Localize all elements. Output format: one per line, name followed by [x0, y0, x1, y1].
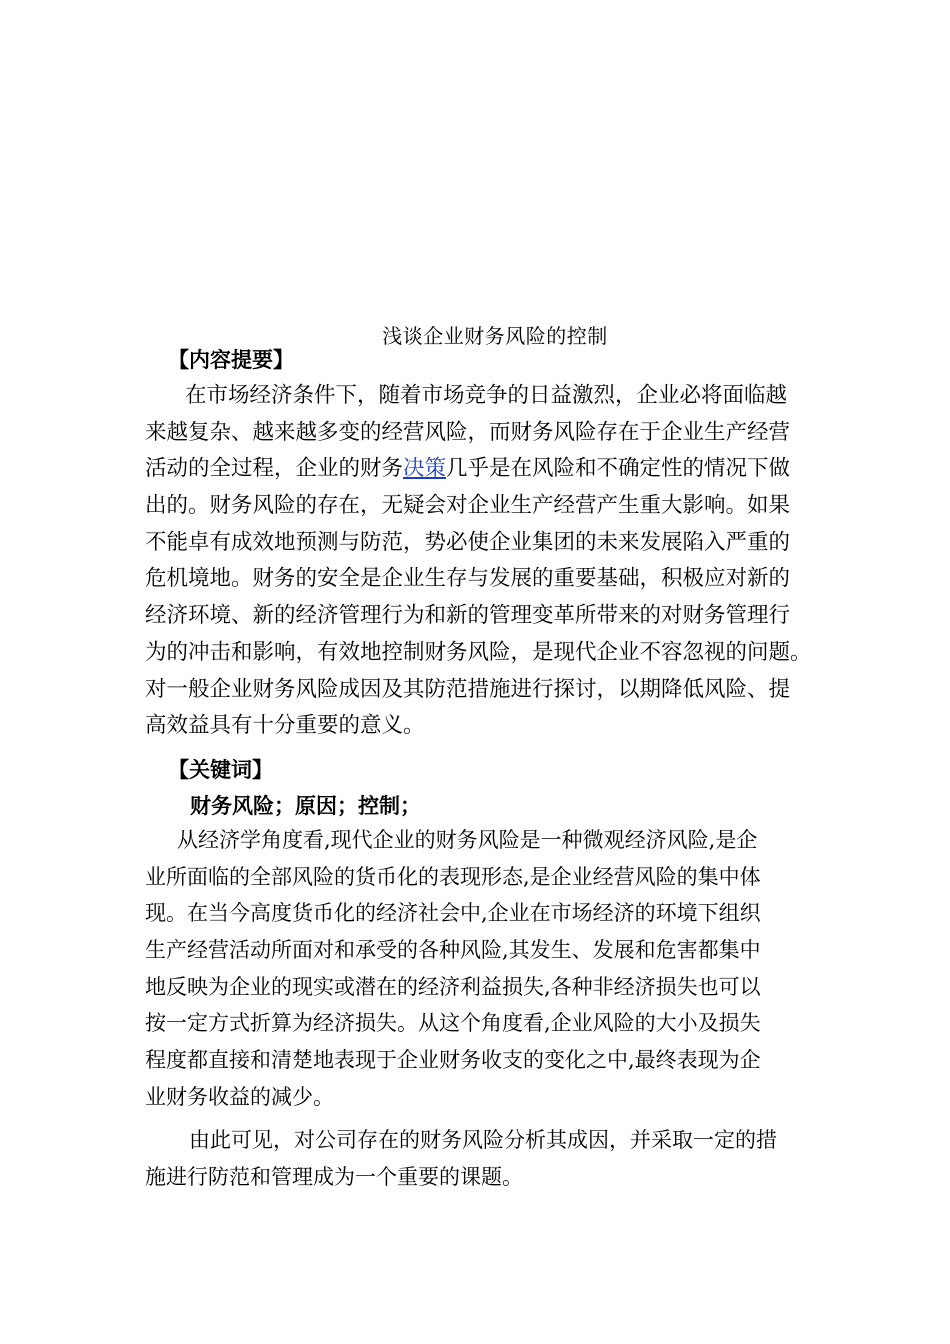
text-line: 现。在当今高度货币化的经济社会中,企业在市场经济的环境下组织	[145, 901, 761, 926]
text-line: 业财务收益的减少。	[145, 1084, 334, 1109]
text-line: 不能卓有成效地预测与防范，势必使企业集团的未来发展陷入严重的	[145, 529, 791, 555]
text-segment: 活动的全过程，企业的财务	[145, 456, 404, 482]
text-line: 经济环境、新的经济管理行为和新的管理变革所带来的对财务管理行	[145, 603, 791, 629]
text-line: 危机境地。财务的安全是企业生存与发展的重要基础，积极应对新的	[145, 566, 791, 592]
abstract-paragraph	[145, 378, 825, 745]
text-line: 在市场经济条件下，随着市场竞争的日益激烈，企业必将面临越	[185, 383, 788, 408]
text-line: 地反映为企业的现实或潜在的经济利益损失,各种非经济损失也可以	[145, 974, 761, 999]
document-title: 浅谈企业财务风险的控制	[382, 324, 608, 348]
text-line: 由此可见，对公司存在的财务风险分析其成因，并采取一定的措	[189, 1128, 777, 1152]
decision-link[interactable]: 决策	[403, 456, 447, 482]
text-line: 程度都直接和清楚地表现于企业财务收支的变化之中,最终表现为企	[145, 1048, 761, 1073]
text-line: 施进行防范和管理成为一个重要的课题。	[145, 1164, 523, 1189]
conclusion-paragraph	[145, 1122, 825, 1195]
body-paragraph	[145, 822, 825, 1116]
text-line	[145, 451, 825, 488]
text-line: 出的。财务风险的存在，无疑会对企业生产经营产生重大影响。如果	[145, 493, 791, 519]
text-line: 来越复杂、越来越多变的经营风险，而财务风险存在于企业生产经营	[145, 419, 791, 445]
abstract-heading: 【内容提要】	[168, 348, 294, 372]
text-line: 业所面临的全部风险的货币化的表现形态,是企业经营风险的集中体	[145, 864, 761, 889]
text-line: 生产经营活动所面对和承受的各种风险,其发生、发展和危害都集中	[145, 938, 761, 963]
text-line: 从经济学角度看,现代企业的财务风险是一种微观经济风险,是企	[177, 828, 758, 852]
keywords-list: 财务风险；原因；控制；	[190, 794, 421, 818]
text-line: 为的冲击和影响，有效地控制财务风险，是现代企业不容忽视的问题。	[145, 639, 812, 665]
text-line: 按一定方式折算为经济损失。从这个角度看,企业风险的大小及损失	[145, 1011, 761, 1036]
keywords-heading: 【关键词】	[168, 758, 273, 782]
text-line: 高效益具有十分重要的意义。	[145, 713, 425, 739]
text-segment: 几乎是在风险和不确定性的情况下做	[446, 456, 791, 482]
text-line: 对一般企业财务风险成因及其防范措施进行探讨，以期降低风险、提	[145, 676, 791, 702]
